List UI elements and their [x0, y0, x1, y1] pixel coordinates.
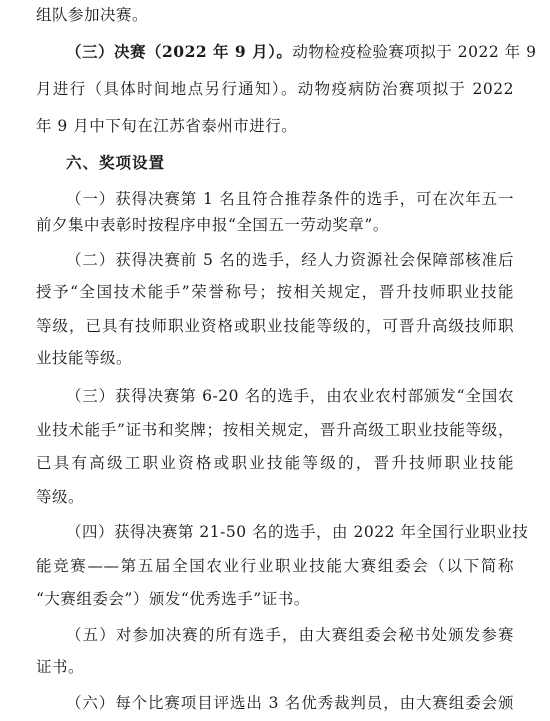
final-round-paragraph-line-1: [66, 42, 537, 62]
text-line: 等级，已具有技师职业资格或职业技能等级的，可晋升高级技师职: [36, 317, 514, 335]
final-round-line-1-rest: 动物检疫检验赛项拟于 2022 年 9: [292, 43, 537, 61]
text-line: （四）获得决赛第 21-50 名的选手，由 2022 年全国行业职业技: [66, 523, 529, 541]
text-line: （六）每个比赛项目评选出 3 名优秀裁判员，由大赛组委会颁: [66, 694, 514, 712]
section-heading: 六、奖项设置: [66, 154, 166, 172]
text-line: 月进行（具体时间地点另行通知）。动物疫病防治赛项拟于 2022: [36, 80, 514, 98]
text-line: （二）获得决赛前 5 名的选手，经人力资源社会保障部核准后: [66, 251, 514, 269]
text-line: “大赛组委会”）颁发“优秀选手”证书。: [36, 590, 310, 608]
text-line: （一）获得决赛第 1 名且符合推荐条件的选手，可在次年五一: [66, 190, 514, 208]
text-line: 前夕集中表彰时按程序申报“全国五一劳动奖章”。: [36, 216, 389, 234]
text-line: 业技术能手”证书和奖牌；按相关规定，晋升高级工职业技能等级，: [36, 421, 514, 439]
text-line: 证书。: [36, 658, 85, 676]
text-line: 授予“全国技术能手”荣誉称号；按相关规定，晋升技师职业技能: [36, 283, 514, 301]
final-round-lead: （三）决赛（2022 年 9 月）。: [66, 42, 293, 61]
text-line: 已具有高级工职业资格或职业技能等级的，晋升技师职业技能: [36, 454, 514, 472]
text-line: 业技能等级。: [36, 349, 133, 367]
text-line: （五）对参加决赛的所有选手，由大赛组委会秘书处颁发参赛: [66, 626, 514, 644]
text-line: 等级。: [36, 488, 85, 506]
text-line: 组队参加决赛。: [36, 6, 149, 24]
text-line: 年 9 月中下旬在江苏省泰州市进行。: [36, 117, 298, 135]
text-line: 能竞赛——第五届全国农业行业职业技能大赛组委会（以下简称: [36, 557, 514, 575]
text-line: （三）获得决赛第 6-20 名的选手，由农业农村部颁发“全国农: [66, 387, 514, 405]
